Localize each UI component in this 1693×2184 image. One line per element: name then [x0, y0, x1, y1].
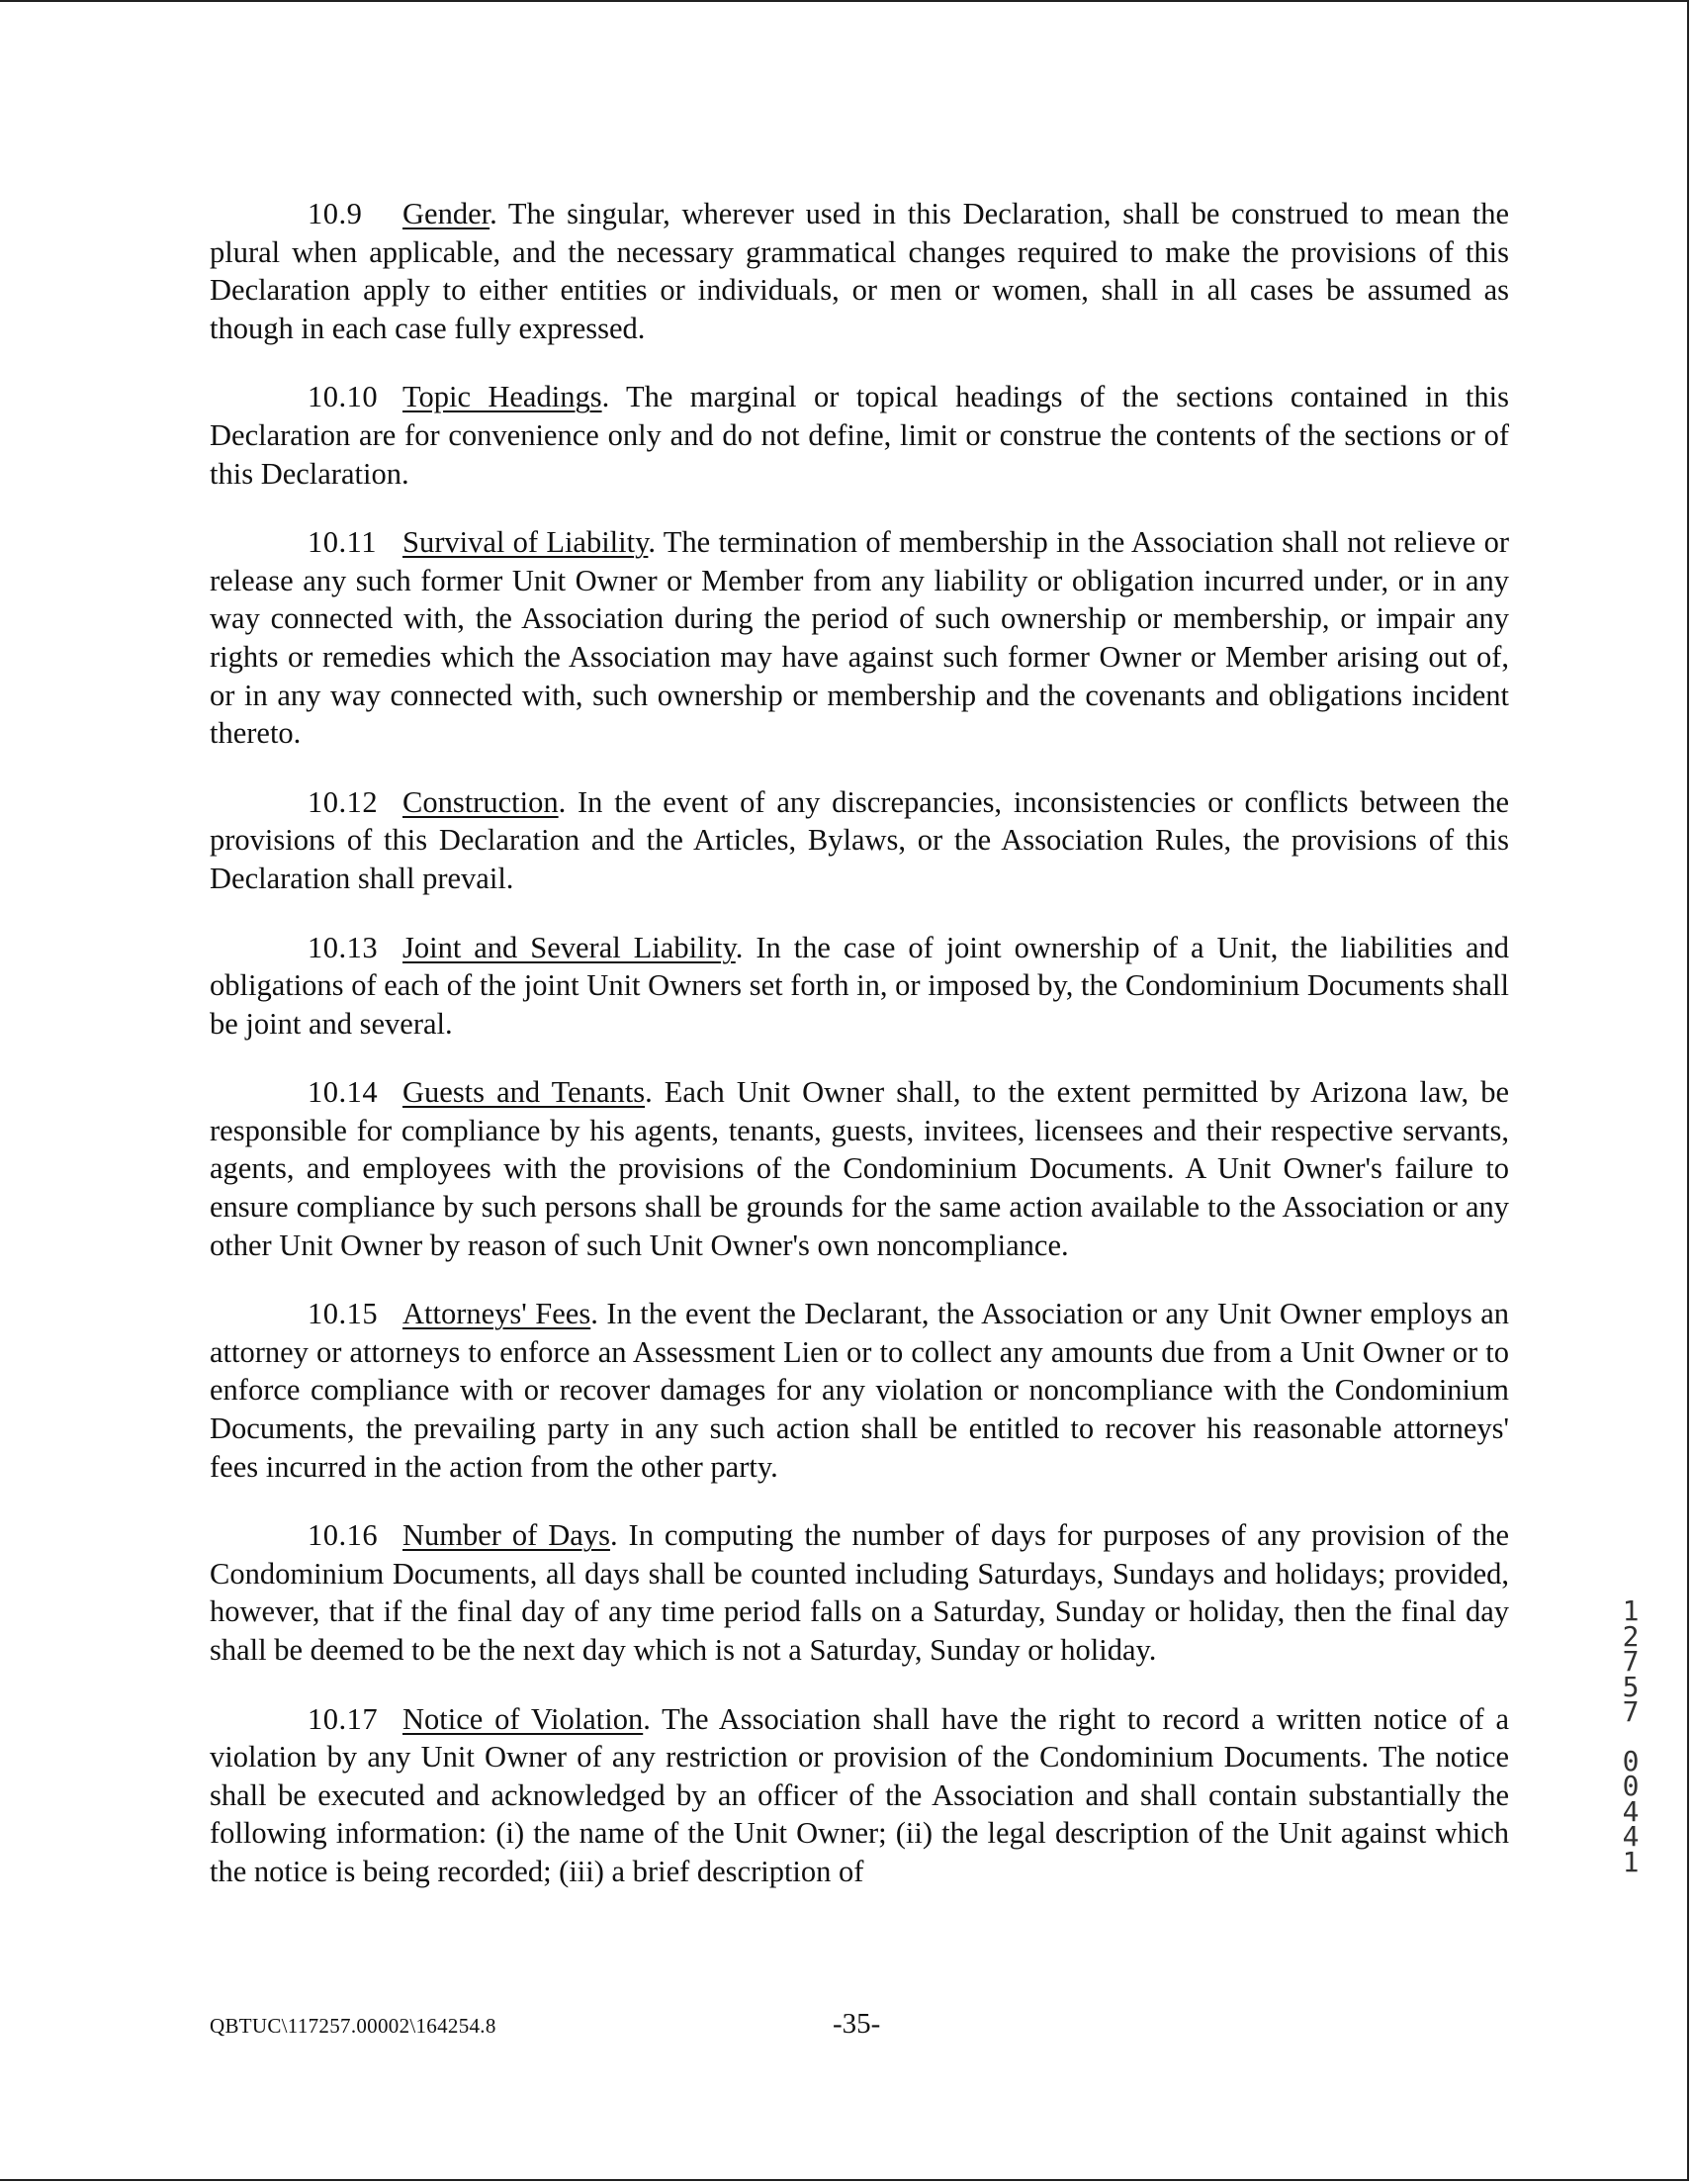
- section-10-9: [210, 195, 1509, 347]
- section-heading: Survival of Liability: [402, 525, 649, 560]
- section-10-10: [210, 378, 1509, 493]
- section-heading: Number of Days: [402, 1518, 610, 1553]
- section-number: 10.13: [308, 930, 379, 964]
- document-body: [210, 195, 1509, 1922]
- section-number: 10.12: [308, 784, 379, 819]
- section-text: . The singular, wherever used in this Declaration, shall be construed to mean the plural when applicable, and the necessary grammatical changes required to make the provisions of this Declaration apply to either entities or individuals, or men or women, shall in all cases be assumed as though in each case fully expressed.: [210, 197, 1509, 345]
- section-heading: Joint and Several Liability: [402, 930, 736, 964]
- section-heading: Attorneys' Fees: [402, 1297, 591, 1331]
- section-10-16: [210, 1516, 1509, 1669]
- section-heading: Gender: [402, 197, 490, 230]
- stamp-digit: 2: [1622, 1619, 1640, 1653]
- section-heading: Guests and Tenants: [402, 1075, 646, 1110]
- section-heading: Notice of Violation: [402, 1701, 644, 1736]
- page-footer: [210, 2008, 1509, 2048]
- stamp-digit: 1: [1622, 1845, 1640, 1878]
- section-text: . In the event the Declarant, the Association or any Unit Owner employs an attorney or attorneys to enforce an Assessment Lien or to collect any amounts due from a Unit Owner or to enforce compliance with or recover damages for any violation or noncompliance with the Condominium Documents, the prevailing party in any such action shall be entitled to recover his reasonable attorneys' fees incurred in the action from the other party.: [210, 1297, 1509, 1484]
- stamp-digit: 7: [1622, 1645, 1640, 1678]
- section-number: 10.15: [308, 1297, 379, 1331]
- section-heading: Topic Headings: [402, 380, 602, 414]
- section-text: . The marginal or topical headings of the sections contained in this Declaration are for convenience only and do not define, limit or construe the contents of the sections or of this Declaration.: [210, 380, 1509, 491]
- section-number: 10.16: [308, 1518, 379, 1553]
- stamp-digit: 7: [1622, 1695, 1640, 1728]
- section-10-12: [210, 783, 1509, 898]
- document-id: QBTUC\117257.00002\164254.8: [210, 2014, 496, 2038]
- page-number: -35-: [833, 2008, 881, 2040]
- section-number: 10.14: [308, 1075, 379, 1110]
- section-number: 10.9: [308, 197, 363, 230]
- section-number: 10.10: [308, 380, 379, 414]
- stamp-digit: 1: [1622, 1594, 1640, 1627]
- section-number: 10.17: [308, 1701, 379, 1736]
- recording-stamp: [1614, 1594, 1648, 1878]
- section-number: 10.11: [308, 525, 377, 560]
- section-10-17: [210, 1700, 1509, 1891]
- section-text: . In the event of any discrepancies, inconsistencies or conflicts between the provisions of this Declaration and the Articles, Bylaws, or the Association Rules, the provisions of this Declaration shall prevail.: [210, 784, 1509, 895]
- section-10-11: [210, 523, 1509, 753]
- section-text: . In computing the number of days for purposes of any provision of the Condominium Documents, all days shall be counted including Saturdays, Sundays and holidays; provided, however, that if the final day of any time period falls on a Saturday, Sunday or holiday, then the final day shall be deemed to be the next day which is not a Saturday, Sunday or holiday.: [210, 1518, 1509, 1667]
- stamp-digit: 5: [1622, 1670, 1640, 1703]
- stamp-digit: 4: [1622, 1794, 1640, 1828]
- stamp-digit: 0: [1622, 1744, 1640, 1777]
- section-10-14: [210, 1073, 1509, 1264]
- stamp-digit: 0: [1622, 1770, 1640, 1802]
- section-10-15: [210, 1295, 1509, 1486]
- section-heading: Construction: [402, 784, 559, 819]
- stamp-digit: 4: [1622, 1820, 1640, 1853]
- section-text: . In the case of joint ownership of a Unit, the liabilities and obligations of each of the joint Unit Owners set forth in, or imposed by, the Condominium Documents shall be joint and several.: [210, 930, 1509, 1041]
- section-text: . The Association shall have the right to record a written notice of a violation by any Unit Owner of any restriction or provision of the Condominium Documents. The notice shall be executed and acknowledged by an officer of the Association and shall contain substantially the following information: (i) the name of the Unit Owner; (ii) the legal description of the Unit against which the notice is being recorded; (iii) a brief description of: [210, 1701, 1509, 1888]
- section-10-13: [210, 929, 1509, 1044]
- section-text: . Each Unit Owner shall, to the extent permitted by Arizona law, be responsible for compliance by his agents, tenants, guests, invitees, licensees and their respective servants, agents, and employees with the provisions of the Condominium Documents. A Unit Owner's failure to ensure compliance by such persons shall be grounds for the same action available to the Association or any other Unit Owner by reason of such Unit Owner's own noncompliance.: [210, 1075, 1509, 1262]
- section-text: . The termination of membership in the Association shall not relieve or release any such former Unit Owner or Member from any liability or obligation incurred under, or in any way connected with, the Association during the period of such ownership or membership, or impair any rights or remedies which the Association may have against such former Owner or Member arising out of, or in any way connected with, such ownership or membership and the covenants and obligations incident thereto.: [210, 525, 1509, 751]
